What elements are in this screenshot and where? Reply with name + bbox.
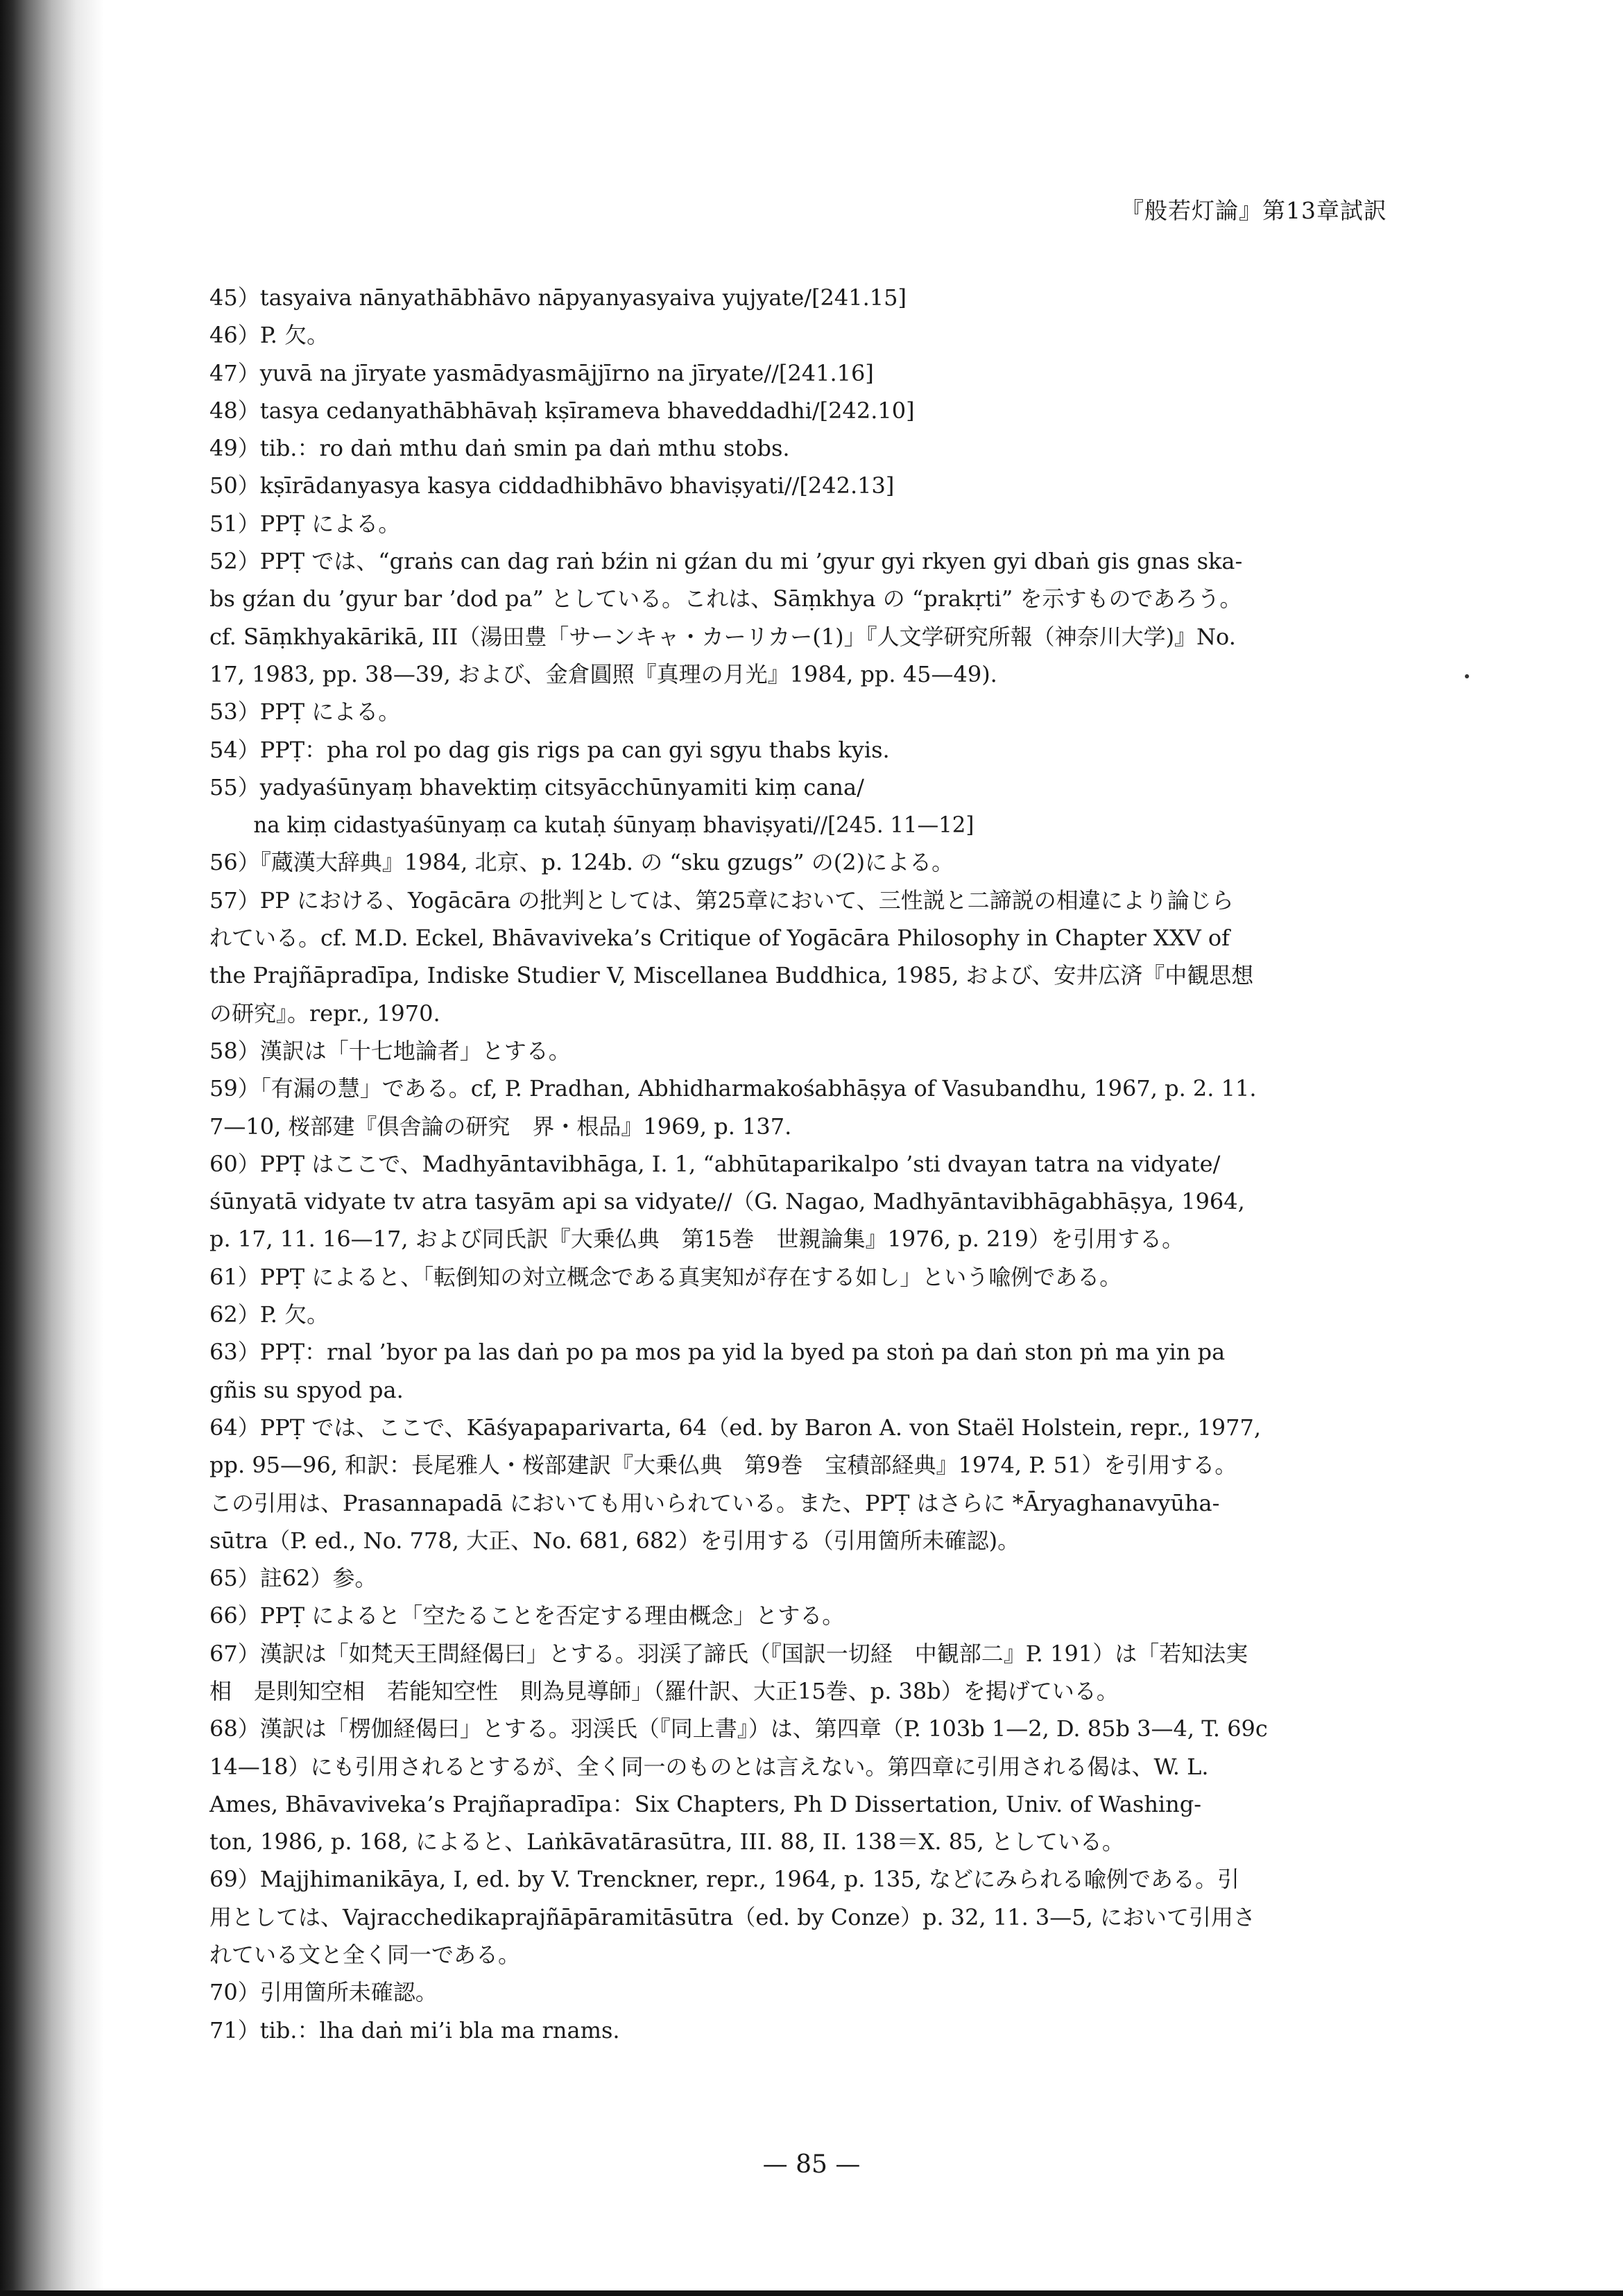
endnote — [209, 769, 1380, 844]
endnote-line: p. 17, 11. 16—17, および同氏訳『大乗仏典 第15巻 世親論集』1976, p. 219）を引用する。 — [209, 1226, 1185, 1253]
endnote-line: 69）Majjhimanikāya, I, ed. by V. Trenckner, repr., 1964, p. 135, などにみられる喩例である。引 — [209, 1866, 1240, 1893]
endnote — [209, 882, 1380, 1032]
endnote-line: bs gźan du ’gyur bar ’dod pa” としている。これは、Sāṃkhya の “prakṛti” を示すものであろう。 — [209, 585, 1242, 612]
endnote-line: 70）引用箇所未確認。 — [209, 1979, 438, 2006]
scan-shadow-edge — [0, 0, 104, 2296]
endnote-line: 57）PP における、Yogācāra の批判としては、第25章において、三性説と二諦説の相違により論じら — [209, 886, 1234, 914]
endnote-line: 52）PPṬ では、“graṅs can dag raṅ bźin ni gźan du mi ’gyur gyi rkyen gyi dbaṅ gis gnas ska- — [209, 548, 1243, 575]
endnote-line: 65）註62）参。 — [209, 1565, 377, 1592]
endnote-line: 64）PPṬ では、ここで、Kāśyapaparivarta, 64（ed. by Baron A. von Staël Holstein, repr., 1977, — [209, 1414, 1261, 1441]
endnote-line: この引用は、Prasannapadā においても用いられている。また、PPṬ はさらに *Āryaghanavyūha- — [209, 1489, 1220, 1516]
endnote-line: 49）tib.：ro daṅ mthu daṅ smin pa daṅ mthu stobs. — [209, 435, 790, 462]
endnote-line: śūnyatā vidyate tv atra tasyām api sa vidyate//（G. Nagao, Madhyāntavibhāgabhāṣya, 1964, — [209, 1188, 1245, 1215]
running-header: 『般若灯論』第13章試訳 — [1121, 197, 1387, 224]
endnote — [209, 1597, 1380, 1634]
endnotes-list — [209, 279, 1380, 2049]
endnote-line: na kiṃ cidastyaśūnyaṃ ca kutaḥ śūnyaṃ bhaviṣyati//[245. 11—12] — [253, 812, 974, 839]
scan-speck — [1465, 674, 1469, 678]
endnote-line: ton, 1986, p. 168, によると、Laṅkāvatārasūtra, III. 88, II. 138＝X. 85, としている。 — [209, 1828, 1124, 1856]
endnote — [209, 1409, 1380, 1559]
endnote-line: 54）PPṬ：pha rol po dag gis rigs pa can gyi sgyu thabs kyis. — [209, 736, 890, 763]
endnote-line: れている。cf. M.D. Eckel, Bhāvaviveka’s Critique of Yogācāra Philosophy in Chapter XXV of — [209, 925, 1230, 952]
endnote — [209, 1296, 1380, 1333]
endnote — [209, 843, 1380, 881]
endnote — [209, 1635, 1380, 1711]
endnote — [209, 467, 1380, 504]
endnote-line: 66）PPṬ によると「空たることを否定する理由概念」とする。 — [209, 1602, 845, 1629]
endnote-line: 63）PPṬ：rnal ’byor pa las daṅ po pa mos pa yid la byed pa stoṅ pa daṅ ston pṅ ma yin pa — [209, 1339, 1226, 1366]
endnote — [209, 1333, 1380, 1409]
endnote-line: 7—10, 桜部建『倶舎論の研究 界・根品』1969, p. 137. — [209, 1113, 792, 1140]
endnote — [209, 429, 1380, 467]
endnote — [209, 1070, 1380, 1145]
endnote — [209, 1559, 1380, 1597]
endnote — [209, 1860, 1380, 1973]
endnote-line: 45）tasyaiva nānyathābhāvo nāpyanyasyaiva yujyate/[241.15] — [209, 284, 907, 311]
endnote-line: 67）漢訳は「如梵天王問経偈曰」とする。羽渓了諦氏（『国訳一切経 中観部二』P. 191）は「若知法実 — [209, 1640, 1248, 1667]
endnote-line: 47）yuvā na jīryate yasmādyasmājjīrno na jīryate//[241.16] — [209, 359, 874, 386]
endnote-line: 用としては、Vajracchedikaprajñāpāramitāsūtra（ed. by Conze）p. 32, 11. 3—5, において引用さ — [209, 1903, 1255, 1930]
page-number: — 85 — — [762, 2150, 861, 2179]
endnote — [209, 1710, 1380, 1860]
endnote-line: 60）PPṬ はここで、Madhyāntavibhāga, I. 1, “abhūtaparikalpo ’sti dvayan tatra na vidyate/ — [209, 1150, 1221, 1177]
endnote-line: 59）「有漏の慧」である。cf, P. Pradhan, Abhidharmakośabhāṣya of Vasubandhu, 1967, p. 2. 11. — [209, 1075, 1257, 1102]
endnote-line: の研究』。repr., 1970. — [209, 1000, 440, 1027]
endnote-line: 56）『蔵漢大辞典』1984, 北京、p. 124b. の “sku gzugs” の(2)による。 — [209, 849, 954, 876]
endnote-line: 62）P. 欠。 — [209, 1301, 329, 1328]
endnote-line: cf. Sāṃkhyakārikā, III（湯田豊「サーンキャ・カーリカー(1)」『人文学研究所報（神奈川大学)』No. — [209, 623, 1236, 650]
endnote-line: 53）PPṬ による。 — [209, 699, 401, 726]
endnote-line: 61）PPṬ によると、「転倒知の対立概念である真実知が存在する如し」という喩例である。 — [209, 1263, 1122, 1290]
endnote — [209, 354, 1380, 392]
scan-bottom-edge — [0, 2290, 1623, 2296]
endnote-line: pp. 95—96, 和訳：長尾雅人・桜部建訳『大乗仏典 第9巻 宝積部経典』1974, P. 51）を引用する。 — [209, 1452, 1237, 1479]
endnote-line: 55）yadyaśūnyaṃ bhavektiṃ citsyācchūnyamiti kiṃ cana/ — [209, 773, 864, 800]
endnote-line: 50）kṣīrādanyasya kasya ciddadhibhāvo bhaviṣyati//[242.13] — [209, 472, 895, 499]
endnote-line: the Prajñāpradīpa, Indiske Studier V, Miscellanea Buddhica, 1985, および、安井広済『中観思想 — [209, 962, 1254, 989]
endnote-line: Ames, Bhāvaviveka’s Prajñapradīpa：Six Chapters, Ph D Dissertation, Univ. of Washing- — [209, 1790, 1202, 1817]
endnote-line: 48）tasya cedanyathābhāvaḥ kṣīrameva bhaveddadhi/[242.10] — [209, 397, 915, 424]
endnote-line: 71）tib.：lha daṅ mi’i bla ma rnams. — [209, 2016, 620, 2044]
endnote — [209, 693, 1380, 730]
endnote-line: 58）漢訳は「十七地論者」とする。 — [209, 1037, 571, 1064]
endnote — [209, 542, 1380, 693]
endnote — [209, 2012, 1380, 2049]
endnote — [209, 1973, 1380, 2011]
endnote-line: sūtra（P. ed., No. 778, 大正、No. 681, 682）を引用する（引用箇所未確認)。 — [209, 1527, 1020, 1554]
endnote — [209, 505, 1380, 542]
endnote — [209, 1145, 1380, 1258]
endnote-line: 51）PPṬ による。 — [209, 510, 401, 537]
endnote — [209, 392, 1380, 429]
endnote-line: 68）漢訳は「楞伽経偈曰」とする。羽渓氏（『同上書』）は、第四章（P. 103b 1—2, D. 85b 3—4, T. 69c — [209, 1715, 1268, 1742]
endnote-line: gñis su spyod pa. — [209, 1376, 404, 1403]
endnote-line: 46）P. 欠。 — [209, 322, 329, 349]
endnote — [209, 316, 1380, 354]
endnote-line: 14—18）にも引用されるとするが、全く同一のものとは言えない。第四章に引用される偈は、W. L. — [209, 1753, 1209, 1780]
endnote-line: 相 是則知空相 若能知空性 則為見導師」（羅什訳、大正15巻、p. 38b）を掲げている。 — [209, 1677, 1119, 1704]
endnote-line: 17, 1983, pp. 38—39, および、金倉圓照『真理の月光』1984, pp. 45—49). — [209, 660, 997, 687]
endnote — [209, 731, 1380, 769]
endnote — [209, 279, 1380, 316]
endnote-line: れている文と全く同一である。 — [209, 1942, 521, 1969]
endnote — [209, 1258, 1380, 1296]
endnote — [209, 1032, 1380, 1070]
